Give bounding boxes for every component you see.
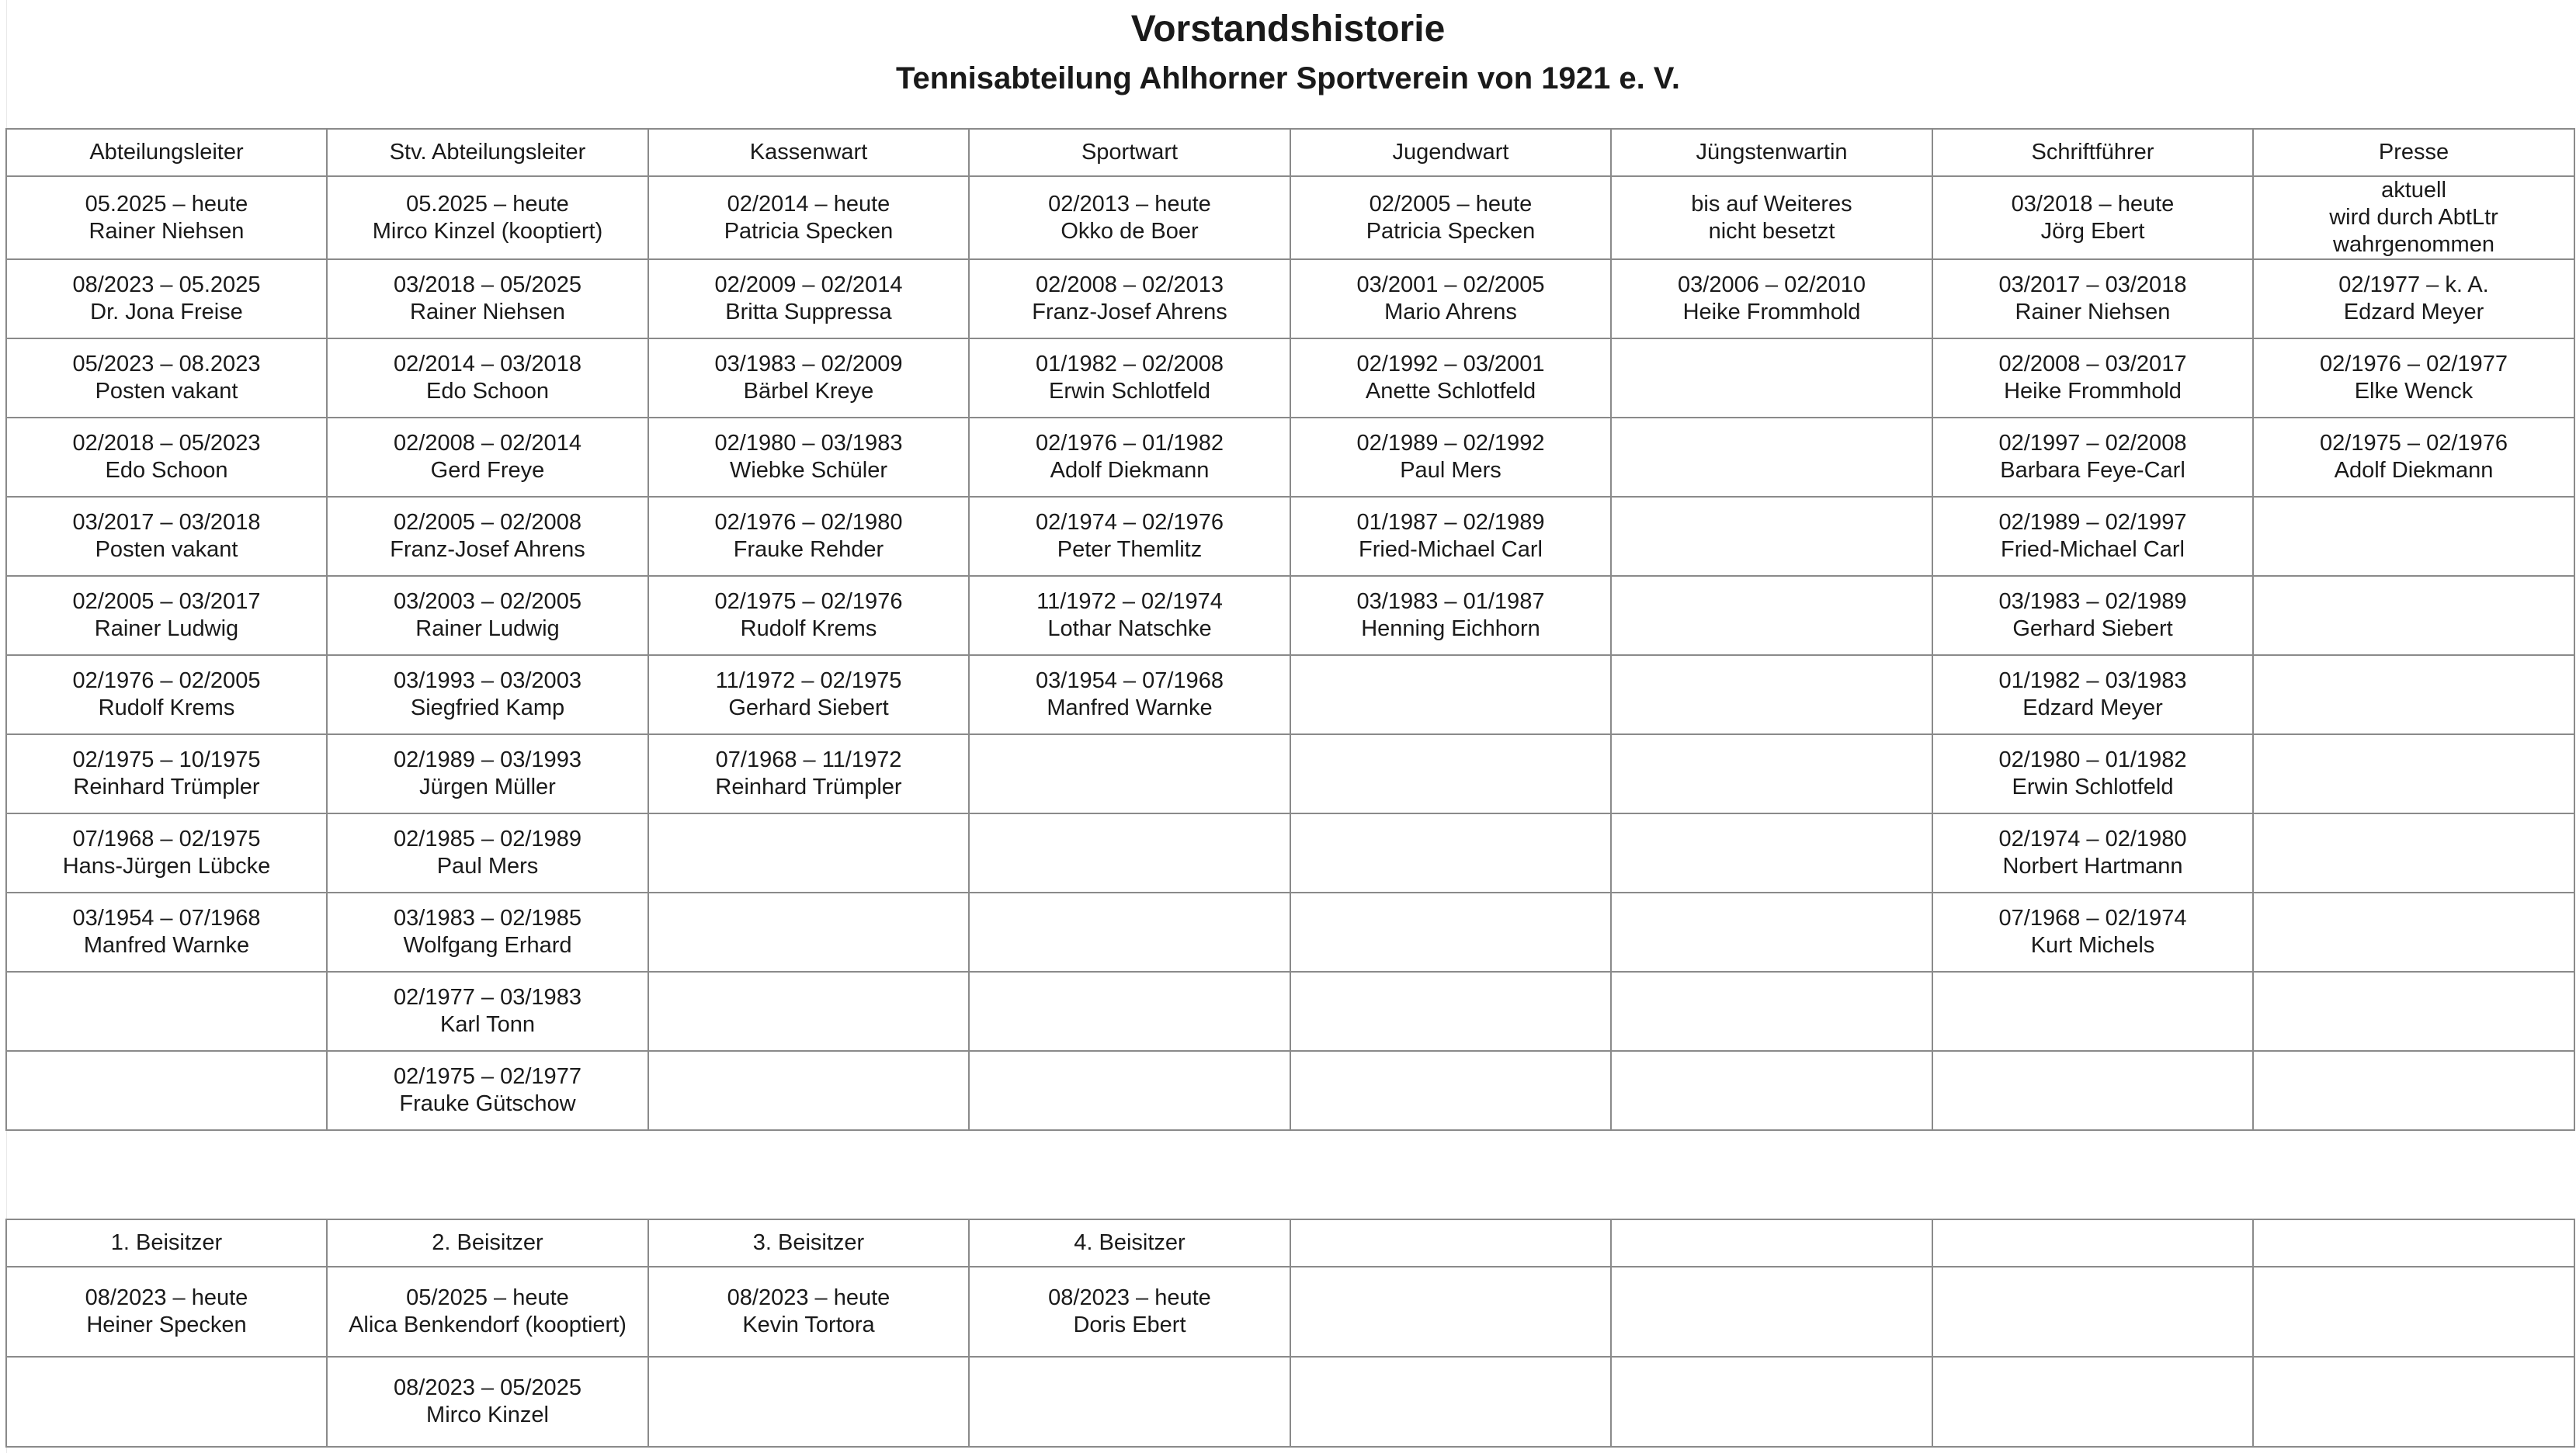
empty-cell [969,972,1290,1051]
column-header: 4. Beisitzer [969,1219,1290,1267]
history-entry-cell [648,418,969,497]
entry-term: 02/1997 – 02/2008 [1998,431,2187,456]
history-entry-cell [2253,176,2574,259]
column-header: Presse [2253,129,2574,176]
entry-term: 02/2014 – heute [727,191,890,217]
entry-person: Edo Schoon [425,379,549,404]
history-entry-cell [1290,338,1611,418]
empty-cell [1611,813,1932,893]
empty-cell [1932,1357,2253,1447]
entry-term: 05/2025 – heute [406,1285,569,1310]
entry-term: 02/2005 – heute [1369,191,1533,217]
history-entry-cell [1932,813,2253,893]
entry-person: Jörg Ebert [2040,218,2145,244]
entry-person: Karl Tonn [440,1012,535,1037]
entry-person: Rainer Niehsen [89,218,245,244]
entry-person: Edzard Meyer [2022,695,2163,720]
empty-cell [2253,655,2574,734]
history-entry-cell [648,655,969,734]
entry-person: nicht besetzt [1708,218,1835,244]
entry-person: Rainer Ludwig [415,616,560,641]
entry-person: Jürgen Müller [419,775,556,799]
history-entry-cell [1932,338,2253,418]
entry-person: Paul Mers [436,854,539,879]
entry-term: 03/1983 – 02/1989 [1998,589,2187,614]
entry-term: 03/2017 – 03/2018 [1998,272,2187,297]
column-header: 3. Beisitzer [648,1219,969,1267]
entry-term: 02/1976 – 02/1980 [714,510,903,535]
entry-person: Rainer Niehsen [2015,300,2171,324]
empty-cell [6,1357,327,1447]
entry-person: Lothar Natschke [1047,616,1212,641]
entry-person: Kurt Michels [2030,933,2155,958]
history-entry-cell [1932,497,2253,576]
entry-person: Fried-Michael Carl [2001,537,2185,562]
entry-person: Rudolf Krems [98,695,235,720]
entry-person: Heike Frommhold [1682,300,1861,324]
column-header: Kassenwart [648,129,969,176]
entry-term: 05.2025 – heute [85,191,248,217]
entry-person: Elke Wenck [2354,379,2474,404]
entry-person: Rainer Ludwig [94,616,239,641]
entry-term: 02/2014 – 03/2018 [394,352,582,376]
entry-term: 03/1954 – 07/1968 [1036,668,1224,693]
beisitzer-table [5,1219,2575,1448]
entry-person: Mirco Kinzel (kooptiert) [372,218,603,244]
entry-person: Barbara Feye-Carl [2000,458,2185,483]
history-entry-cell [327,972,648,1051]
entry-term: 01/1987 – 02/1989 [1356,510,1545,535]
table-row [6,734,2574,813]
entry-person: Wiebke Schüler [729,458,888,483]
entry-person: Reinhard Trümpler [73,775,260,799]
entry-term: 03/2018 – heute [2011,191,2175,217]
entry-term: 03/1983 – 02/2009 [714,352,903,376]
entry-term: 07/1968 – 02/1974 [1998,906,2187,931]
column-header: Jüngstenwartin [1611,129,1932,176]
entry-term: 02/2018 – 05/2023 [72,431,261,456]
entry-person: Edzard Meyer [2343,300,2484,324]
entry-term: 03/1954 – 07/1968 [72,906,261,931]
entry-term: 02/1975 – 10/1975 [72,747,261,772]
entry-person: Britta Suppressa [725,300,892,324]
empty-cell [648,813,969,893]
entry-term: 03/2001 – 02/2005 [1356,272,1545,297]
entry-person: Patricia Specken [1366,218,1536,244]
entry-person: Adolf Diekmann [1050,458,1210,483]
entry-term: 02/2013 – heute [1048,191,1211,217]
board-header-row [6,129,2574,176]
empty-cell [1611,734,1932,813]
history-entry-cell [648,338,969,418]
table-row [6,259,2574,338]
history-entry-cell [1932,734,2253,813]
entry-person: wahrgenommen [2333,232,2494,257]
empty-cell [1932,1051,2253,1130]
entry-person: Henning Eichhorn [1361,616,1540,641]
empty-cell [969,893,1290,972]
empty-cell [2253,813,2574,893]
empty-cell [1290,734,1611,813]
table-row [6,1267,2574,1357]
entry-person: Heike Frommhold [2004,379,2182,404]
entry-term: 02/1980 – 01/1982 [1998,747,2187,772]
entry-person: Peter Themlitz [1057,537,1203,562]
history-entry-cell [327,418,648,497]
column-header: Schriftführer [1932,129,2253,176]
entry-person: Mirco Kinzel [426,1403,549,1427]
empty-cell [2253,734,2574,813]
empty-cell [1611,1267,1932,1357]
column-header [2253,1219,2574,1267]
entry-term: 11/1972 – 02/1974 [1036,589,1223,614]
history-entry-cell [1290,576,1611,655]
empty-cell [2253,1051,2574,1130]
empty-cell [648,972,969,1051]
empty-cell [1611,893,1932,972]
entry-person: Adolf Diekmann [2334,458,2494,483]
entry-term: 02/1977 – 03/1983 [394,985,582,1010]
entry-person: Frauke Rehder [733,537,884,562]
empty-cell [1611,1357,1932,1447]
table-row [6,813,2574,893]
history-entry-cell [327,813,648,893]
history-entry-cell [648,497,969,576]
history-entry-cell [648,576,969,655]
entry-person: Gerd Freye [430,458,545,483]
history-entry-cell [6,176,327,259]
entry-person: Heiner Specken [86,1313,247,1337]
empty-cell [1611,338,1932,418]
empty-cell [1290,1051,1611,1130]
entry-term: 11/1972 – 02/1975 [715,668,902,693]
entry-term: 05/2023 – 08.2023 [72,352,261,376]
board-history-table [5,128,2575,1131]
entry-term: bis auf Weiteres [1691,191,1852,217]
empty-cell [1290,1267,1611,1357]
empty-cell [969,734,1290,813]
history-entry-cell [6,418,327,497]
entry-person: Posten vakant [95,537,238,562]
history-entry-cell [327,893,648,972]
entry-term: 05.2025 – heute [406,191,569,217]
entry-term: 02/2005 – 02/2008 [394,510,582,535]
entry-person: Erwin Schlotfeld [2012,775,2174,799]
entry-term: 02/2009 – 02/2014 [714,272,903,297]
column-header [1611,1219,1932,1267]
entry-person: wird durch AbtLtr [2329,205,2498,230]
history-entry-cell [1611,176,1932,259]
history-entry-cell [1932,418,2253,497]
history-entry-cell [327,1267,648,1357]
history-entry-cell [2253,338,2574,418]
entry-term: 07/1968 – 11/1972 [715,747,902,772]
entry-person: Hans-Jürgen Lübcke [62,854,271,879]
empty-cell [2253,576,2574,655]
entry-term: 02/1989 – 03/1993 [394,747,582,772]
entry-term: 08/2023 – 05.2025 [72,272,261,297]
entry-term: 08/2023 – 05/2025 [394,1375,582,1400]
history-entry-cell [969,338,1290,418]
entry-person: Dr. Jona Freise [90,300,243,324]
history-entry-cell [969,418,1290,497]
entry-person: Alica Benkendorf (kooptiert) [349,1313,627,1337]
history-entry-cell [327,259,648,338]
entry-person: Manfred Warnke [83,933,250,958]
entry-term: 03/2006 – 02/2010 [1678,272,1866,297]
empty-cell [6,1051,327,1130]
entry-person: Erwin Schlotfeld [1049,379,1210,404]
empty-cell [1611,576,1932,655]
table-row [6,576,2574,655]
entry-term: 02/1975 – 02/1976 [714,589,903,614]
entry-term: 02/2008 – 02/2014 [394,431,582,456]
column-header: Stv. Abteilungsleiter [327,129,648,176]
entry-term: 01/1982 – 02/2008 [1036,352,1224,376]
table-row [6,418,2574,497]
entry-person: Rainer Niehsen [410,300,565,324]
empty-cell [648,1357,969,1447]
history-entry-cell [648,176,969,259]
entry-term: 02/2005 – 03/2017 [72,589,261,614]
empty-cell [969,1357,1290,1447]
table-row [6,497,2574,576]
entry-person: Frauke Gütschow [399,1091,576,1116]
empty-cell [969,1051,1290,1130]
table-row [6,893,2574,972]
history-entry-cell [1290,259,1611,338]
empty-cell [1611,655,1932,734]
entry-term: 03/2017 – 03/2018 [72,510,261,535]
history-entry-cell [327,655,648,734]
entry-term: 07/1968 – 02/1975 [72,827,261,851]
history-entry-cell [1932,655,2253,734]
history-entry-cell [6,497,327,576]
history-entry-cell [327,176,648,259]
history-entry-cell [327,1357,648,1447]
empty-cell [648,1051,969,1130]
entry-person: Gerhard Siebert [2012,616,2173,641]
column-header: 1. Beisitzer [6,1219,327,1267]
page-title: Vorstandshistorie [1130,9,1446,50]
empty-cell [1290,655,1611,734]
table-row [6,655,2574,734]
entry-person: Anette Schlotfeld [1365,379,1536,404]
history-entry-cell [648,1267,969,1357]
entry-person: Norbert Hartmann [2002,854,2183,879]
column-header [1290,1219,1611,1267]
entry-term: 02/1976 – 02/1977 [2320,352,2508,376]
entry-person: Posten vakant [95,379,238,404]
history-entry-cell [327,576,648,655]
history-entry-cell [6,813,327,893]
history-entry-cell [969,497,1290,576]
empty-cell [1611,418,1932,497]
entry-term: 02/1985 – 02/1989 [394,827,582,851]
column-header: Sportwart [969,129,1290,176]
history-entry-cell [969,176,1290,259]
table-row [6,1051,2574,1130]
entry-term: 01/1982 – 03/1983 [1998,668,2187,693]
entry-person: Paul Mers [1400,458,1502,483]
history-entry-cell [6,259,327,338]
entry-term: 08/2023 – heute [727,1285,890,1310]
table-row [6,176,2574,259]
column-header: Abteilungsleiter [6,129,327,176]
history-entry-cell [1290,497,1611,576]
entry-term: aktuell [2381,178,2446,203]
entry-person: Franz-Josef Ahrens [390,537,585,562]
entry-person: Bärbel Kreye [743,379,874,404]
empty-cell [2253,1267,2574,1357]
column-header: 2. Beisitzer [327,1219,648,1267]
entry-term: 03/1993 – 03/2003 [394,668,582,693]
entry-term: 02/1992 – 03/2001 [1356,352,1545,376]
entry-person: Wolfgang Erhard [403,933,572,958]
entry-person: Franz-Josef Ahrens [1032,300,1227,324]
entry-term: 02/1976 – 01/1982 [1036,431,1224,456]
history-entry-cell [6,576,327,655]
entry-person: Gerhard Siebert [728,695,889,720]
history-entry-cell [1932,893,2253,972]
entry-term: 03/2003 – 02/2005 [394,589,582,614]
empty-cell [6,972,327,1051]
table-row [6,972,2574,1051]
empty-cell [1611,497,1932,576]
empty-cell [1932,1267,2253,1357]
entry-person: Siegfried Kamp [410,695,565,720]
entry-person: Patricia Specken [724,218,894,244]
empty-cell [1290,893,1611,972]
history-entry-cell [2253,418,2574,497]
history-entry-cell [327,1051,648,1130]
entry-term: 03/2018 – 05/2025 [394,272,582,297]
entry-term: 02/1975 – 02/1977 [394,1064,582,1089]
history-entry-cell [6,893,327,972]
page-subtitle: Tennisabteilung Ahlhorner Sportverein von 1921 e. V. [896,61,1680,95]
history-entry-cell [1932,176,2253,259]
entry-person: Manfred Warnke [1047,695,1213,720]
entry-term: 02/2008 – 02/2013 [1036,272,1224,297]
history-entry-cell [6,338,327,418]
entry-term: 08/2023 – heute [1048,1285,1211,1310]
history-entry-cell [969,655,1290,734]
empty-cell [2253,972,2574,1051]
history-entry-cell [1290,418,1611,497]
entry-term: 02/1976 – 02/2005 [72,668,261,693]
history-entry-cell [6,734,327,813]
entry-person: Reinhard Trümpler [715,775,902,799]
history-entry-cell [6,1267,327,1357]
empty-cell [1611,1051,1932,1130]
entry-term: 02/1975 – 02/1976 [2320,431,2508,456]
entry-term: 03/1983 – 02/1985 [394,906,582,931]
history-entry-cell [648,734,969,813]
history-entry-cell [327,734,648,813]
entry-person: Mario Ahrens [1384,300,1517,324]
empty-cell [969,813,1290,893]
entry-person: Rudolf Krems [740,616,877,641]
history-entry-cell [6,655,327,734]
entry-term: 02/1974 – 02/1980 [1998,827,2187,851]
empty-cell [2253,497,2574,576]
column-header: Jugendwart [1290,129,1611,176]
empty-cell [1932,972,2253,1051]
entry-person: Okko de Boer [1061,218,1199,244]
entry-term: 03/1983 – 01/1987 [1356,589,1545,614]
entry-term: 08/2023 – heute [85,1285,248,1310]
history-entry-cell [1611,259,1932,338]
entry-person: Doris Ebert [1073,1313,1186,1337]
table-row [6,1357,2574,1447]
empty-cell [648,893,969,972]
history-entry-cell [2253,259,2574,338]
history-entry-cell [969,576,1290,655]
table-row [6,338,2574,418]
empty-cell [1611,972,1932,1051]
entry-term: 02/1974 – 02/1976 [1036,510,1224,535]
empty-cell [2253,1357,2574,1447]
entry-person: Kevin Tortora [742,1313,875,1337]
column-header [1932,1219,2253,1267]
history-entry-cell [1932,576,2253,655]
entry-term: 02/1989 – 02/1997 [1998,510,2187,535]
history-entry-cell [969,259,1290,338]
entry-term: 02/1989 – 02/1992 [1356,431,1545,456]
empty-cell [2253,893,2574,972]
history-entry-cell [1932,259,2253,338]
empty-cell [1290,972,1611,1051]
history-entry-cell [1290,176,1611,259]
history-entry-cell [327,338,648,418]
history-entry-cell [327,497,648,576]
empty-cell [1290,1357,1611,1447]
history-entry-cell [648,259,969,338]
entry-term: 02/1977 – k. A. [2338,272,2489,297]
entry-person: Fried-Michael Carl [1359,537,1543,562]
empty-cell [1290,813,1611,893]
beisitzer-header-row [6,1219,2574,1267]
entry-term: 02/1980 – 03/1983 [714,431,903,456]
entry-term: 02/2008 – 03/2017 [1998,352,2187,376]
entry-person: Edo Schoon [105,458,228,483]
history-entry-cell [969,1267,1290,1357]
